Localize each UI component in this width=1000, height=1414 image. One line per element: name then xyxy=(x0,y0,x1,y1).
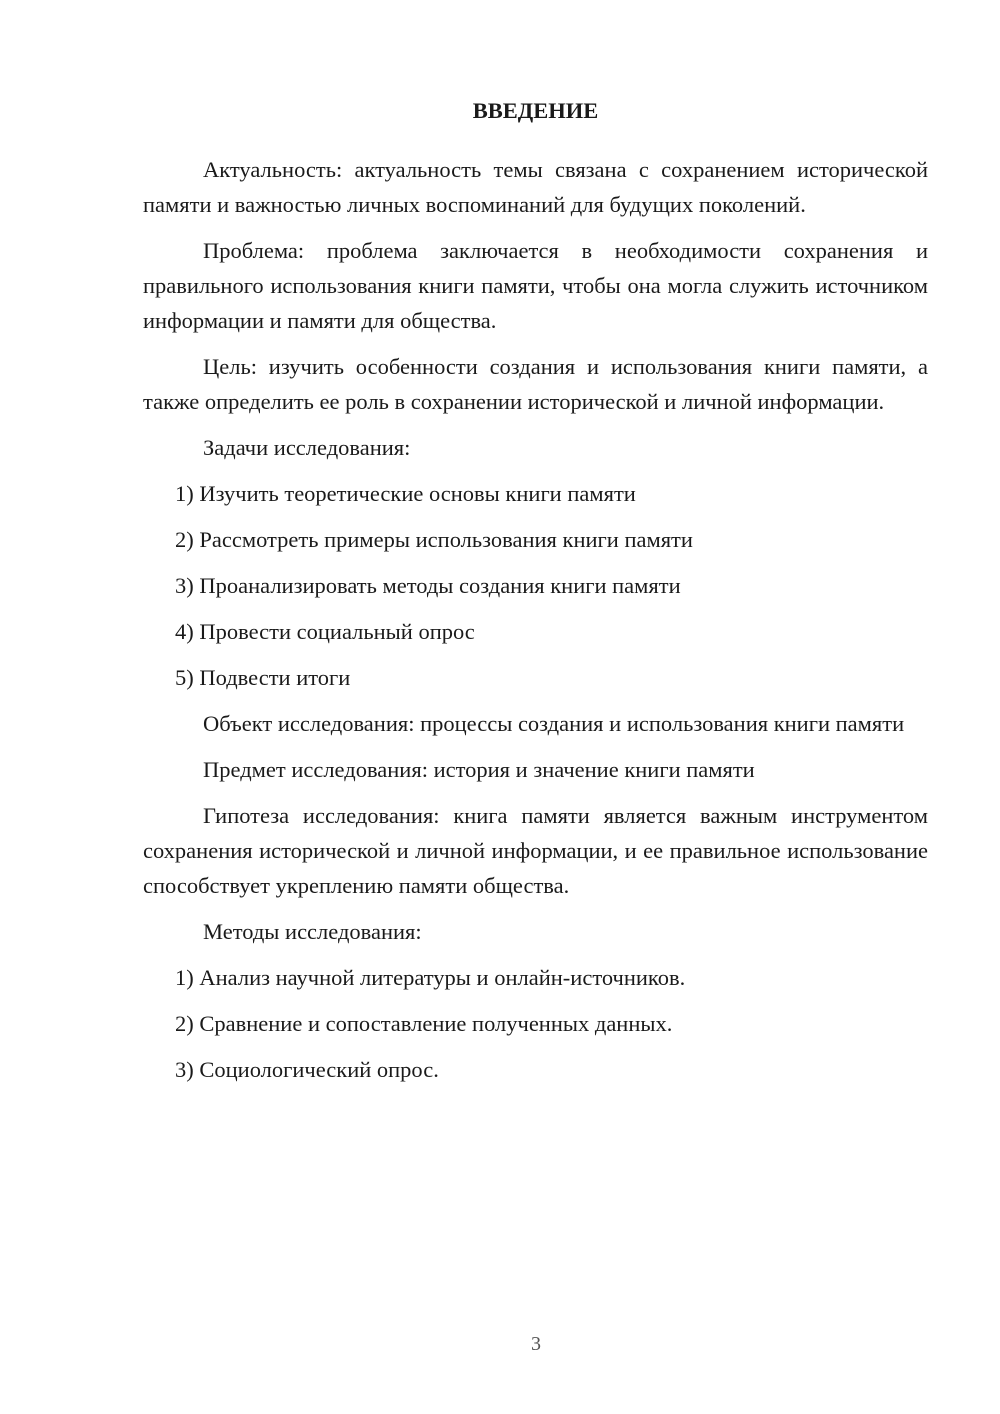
subject-paragraph: Предмет исследования: история и значение книги памяти xyxy=(203,757,755,782)
tasks-heading: Задачи исследования: xyxy=(203,435,411,460)
methods-heading: Методы исследования: xyxy=(203,919,422,944)
task-item-5: 5) Подвести итоги xyxy=(175,665,351,690)
hypothesis-paragraph: Гипотеза исследования: книга памяти является важным инструментом сохранения исторической и личной информации, и ее правильное использование способствует укреплению памяти общества. xyxy=(143,803,928,898)
task-item-3: 3) Проанализировать методы создания книги памяти xyxy=(175,573,681,598)
problem-paragraph: Проблема: проблема заключается в необходимости сохранения и правильного использования книги памяти, чтобы она могла служить источником информации и памяти для общества. xyxy=(143,238,928,333)
task-item-4: 4) Провести социальный опрос xyxy=(175,619,475,644)
relevance-paragraph: Актуальность: актуальность темы связана с сохранением исторической памяти и важностью личных воспоминаний для будущих поколений. xyxy=(143,157,928,217)
goal-paragraph: Цель: изучить особенности создания и использования книги памяти, а также определить ее роль в сохранении исторической и личной информации. xyxy=(143,354,928,414)
method-item-1: 1) Анализ научной литературы и онлайн-источников. xyxy=(175,965,686,990)
task-item-2: 2) Рассмотреть примеры использования книги памяти xyxy=(175,527,693,552)
task-item-1: 1) Изучить теоретические основы книги памяти xyxy=(175,481,636,506)
object-paragraph: Объект исследования: процессы создания и использования книги памяти xyxy=(203,711,905,736)
method-item-2: 2) Сравнение и сопоставление полученных данных. xyxy=(175,1011,673,1036)
page-number: 3 xyxy=(531,1333,541,1355)
method-item-3: 3) Социологический опрос. xyxy=(175,1057,439,1082)
page-title: ВВЕДЕНИЕ xyxy=(472,98,599,123)
document-page xyxy=(143,92,928,1098)
